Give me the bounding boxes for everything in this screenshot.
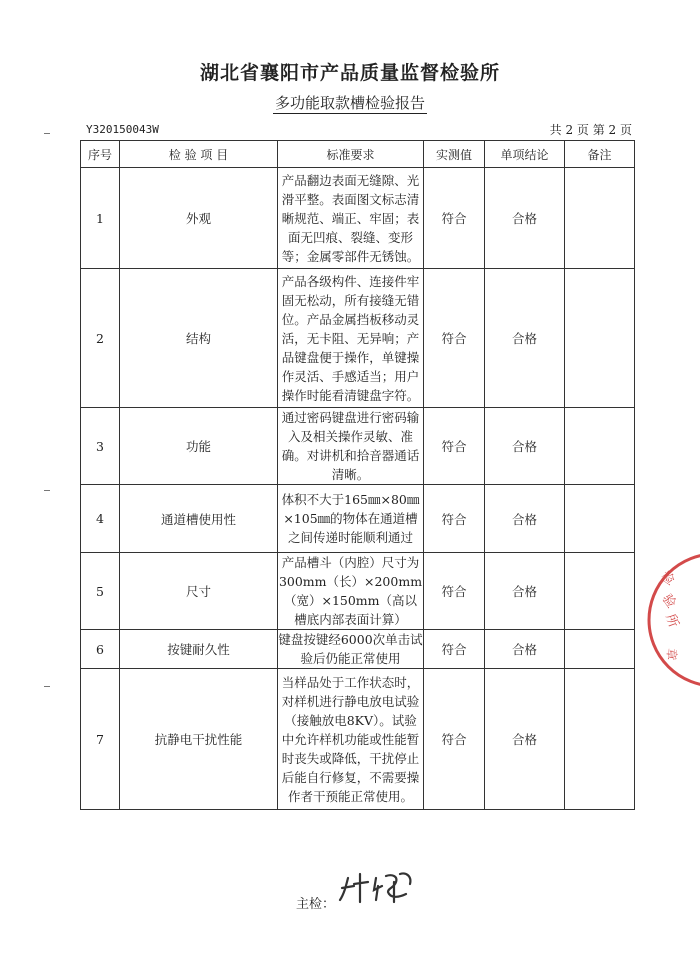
page-count: 共 2 页 第 2 页 bbox=[549, 123, 632, 137]
document-title bbox=[0, 92, 700, 113]
document-title-text: 多功能取款槽检验报告 bbox=[274, 94, 425, 112]
remark bbox=[565, 408, 635, 485]
column-header: 标准要求 bbox=[278, 141, 424, 168]
table-row bbox=[81, 485, 635, 553]
table-header-row bbox=[81, 141, 635, 168]
inspection-item: 按键耐久性 bbox=[120, 630, 278, 669]
scan-edge-mark bbox=[44, 490, 50, 491]
remark bbox=[565, 485, 635, 553]
table-row bbox=[81, 630, 635, 669]
standard-requirement: 体积不大于165㎜×80㎜×105㎜的物体在通道槽之间传递时能顺利通过 bbox=[278, 485, 424, 553]
inspection-item: 功能 bbox=[120, 408, 278, 485]
item-conclusion: 合格 bbox=[485, 408, 565, 485]
standard-requirement: 产品各级构件、连接件牢固无松动，所有接缝无错位。产品金属挡板移动灵活，无卡阻、无异响；产品键盘便于操作，单键操作灵活、手感适当；用户操作时能看清键盘字符。 bbox=[278, 269, 424, 408]
standard-requirement: 通过密码键盘进行密码输入及相关操作灵敏、准确。对讲机和拾音器通话清晰。 bbox=[278, 408, 424, 485]
column-header: 序号 bbox=[81, 141, 120, 168]
inspection-item: 外观 bbox=[120, 168, 278, 269]
table-row bbox=[81, 669, 635, 810]
remark bbox=[565, 168, 635, 269]
scan-edge-mark bbox=[44, 133, 50, 134]
measured-value: 符合 bbox=[424, 630, 485, 669]
organization-title: 湖北省襄阳市产品质量监督检验所 bbox=[199, 62, 500, 84]
remark bbox=[565, 553, 635, 630]
standard-requirement: 产品槽斗（内腔）尺寸为300mm（长）×200mm（宽）×150mm（高以槽底内部表面计算） bbox=[278, 553, 424, 630]
table-row bbox=[81, 408, 635, 485]
remark bbox=[565, 630, 635, 669]
inspection-item: 通道槽使用性 bbox=[120, 485, 278, 553]
seal-arc bbox=[640, 540, 700, 690]
standard-requirement: 键盘按键经6000次单击试验后仍能正常使用 bbox=[278, 630, 424, 669]
inspection-item: 结构 bbox=[120, 269, 278, 408]
remark bbox=[565, 669, 635, 810]
row-number: 6 bbox=[81, 630, 120, 669]
svg-text:章: 章 bbox=[663, 647, 679, 661]
column-header: 单项结论 bbox=[485, 141, 565, 168]
svg-text:验: 验 bbox=[658, 591, 679, 611]
measured-value: 符合 bbox=[424, 485, 485, 553]
item-conclusion: 合格 bbox=[485, 269, 565, 408]
item-conclusion: 合格 bbox=[485, 553, 565, 630]
column-header: 实测值 bbox=[424, 141, 485, 168]
chief-inspector-label: 主检： bbox=[296, 897, 336, 912]
svg-text:所: 所 bbox=[662, 612, 681, 630]
measured-value: 符合 bbox=[424, 553, 485, 630]
report-number: Y320150043W bbox=[86, 123, 159, 136]
table-row bbox=[81, 269, 635, 408]
signature-mark bbox=[336, 868, 426, 908]
row-number: 1 bbox=[81, 168, 120, 269]
official-seal bbox=[640, 540, 700, 690]
row-number: 5 bbox=[81, 553, 120, 630]
column-header: 检 验 项 目 bbox=[120, 141, 278, 168]
row-number: 4 bbox=[81, 485, 120, 553]
column-header: 备注 bbox=[565, 141, 635, 168]
row-number: 3 bbox=[81, 408, 120, 485]
item-conclusion: 合格 bbox=[485, 485, 565, 553]
svg-text:检: 检 bbox=[657, 568, 677, 589]
measured-value: 符合 bbox=[424, 269, 485, 408]
item-conclusion: 合格 bbox=[485, 168, 565, 269]
item-conclusion: 合格 bbox=[485, 630, 565, 669]
inspection-item: 尺寸 bbox=[120, 553, 278, 630]
measured-value: 符合 bbox=[424, 669, 485, 810]
item-conclusion: 合格 bbox=[485, 669, 565, 810]
remark bbox=[565, 269, 635, 408]
standard-requirement: 当样品处于工作状态时，对样机进行静电放电试验（接触放电8KV）。试验中允许样机功能或性能暂时丧失或降低，干扰停止后能自行修复，不需要操作者干预能正常使用。 bbox=[278, 669, 424, 810]
standard-requirement: 产品翻边表面无缝隙、光滑平整。表面图文标志清晰规范、端正、牢固；表面无凹痕、裂缝、变形等；金属零部件无锈蚀。 bbox=[278, 168, 424, 269]
measured-value: 符合 bbox=[424, 168, 485, 269]
handwritten-signature bbox=[336, 868, 426, 912]
row-number: 2 bbox=[81, 269, 120, 408]
inspection-table bbox=[80, 140, 635, 810]
inspection-item: 抗静电干扰性能 bbox=[120, 669, 278, 810]
table-row bbox=[81, 553, 635, 630]
row-number: 7 bbox=[81, 669, 120, 810]
table-row bbox=[81, 168, 635, 269]
measured-value: 符合 bbox=[424, 408, 485, 485]
scan-edge-mark bbox=[44, 686, 50, 687]
